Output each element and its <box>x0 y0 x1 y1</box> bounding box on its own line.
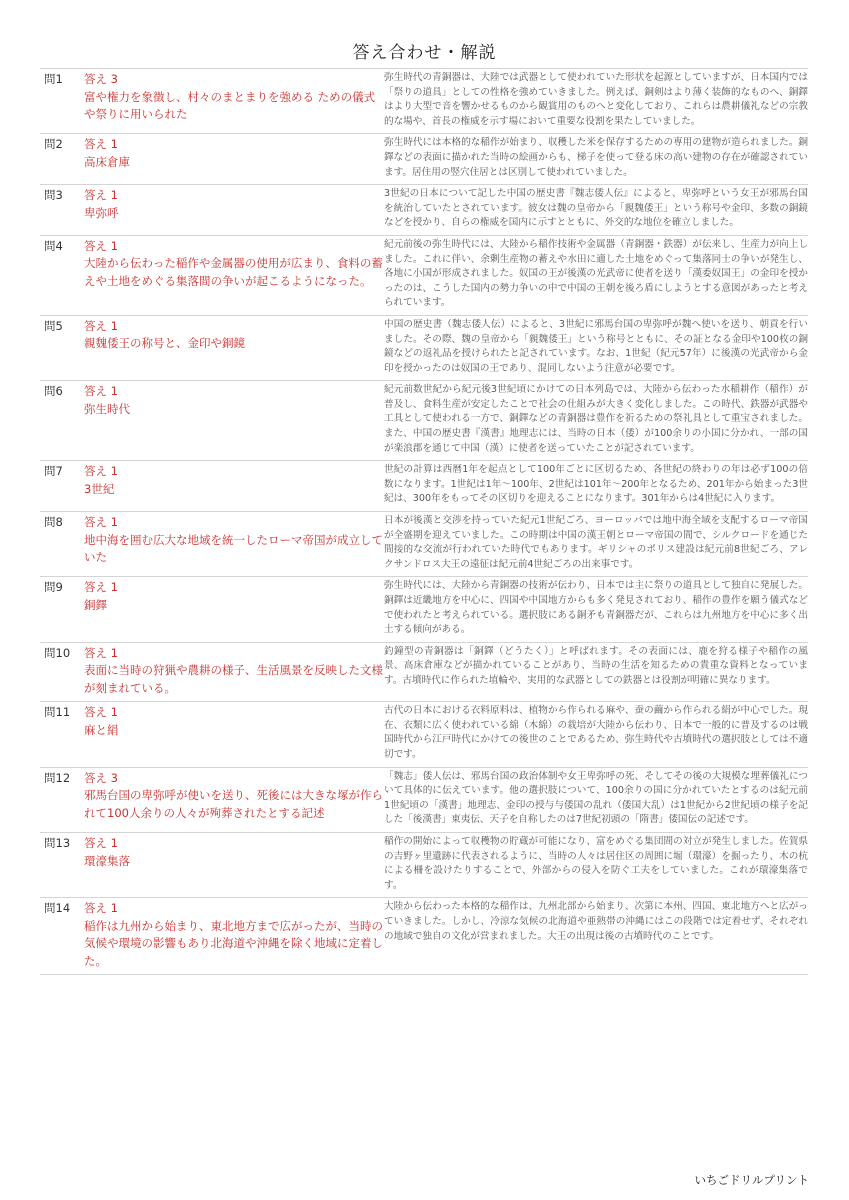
qa-row <box>40 134 808 185</box>
answer-label: 答え 1 <box>84 318 118 333</box>
explanation-text: 弥生時代には、大陸から青銅器の技術が伝わり、日本では主に祭りの道具として独自に発展した。銅鐸は近畿地方を中心に、四国や中国地方からも多く発見されており、稲作の豊作を願う儀式などで使われたと考えられている。選択肢にある銅矛も青銅器だが、これらは九州地方を中心に多く出土する傾向がある。 <box>384 580 808 636</box>
explanation-text: 大陸から伝わった本格的な稲作は、九州北部から始まり、次第に本州、四国、東北地方へと広がっていきました。しかし、冷涼な気候の北海道や亜熱帯の沖縄にはこの段階では定着せず、それぞれの地域で独自の文化が営まれました。大王の出現は後の古墳時代のことです。 <box>384 901 808 942</box>
answer-text: 富や権力を象徴し、村々のまとまりを強める ための儀式や祭りに用いられた <box>84 89 376 121</box>
answer-cell <box>80 461 384 511</box>
explanation-text: 紀元前数世紀から紀元後3世紀頃にかけての日本列島では、大陸から伝わった水稲耕作（稲作）が普及し、食料生産が安定したことで社会の仕組みが大きく変化しました。この時代、鉄器が武器や工具として使われる一方で、銅鐸などの青銅器は豊作を祈るための祭礼具として重宝されました。また、中国の歴史書『漢書』地理志には、当時の日本（倭）が100余りの小国に分かれ、一部の国が楽浪郡を通じて中国（漢）に使者を送っていたことが記されています。 <box>384 384 808 454</box>
qa-row <box>40 643 808 703</box>
qa-row <box>40 461 808 512</box>
answer-text: 環濠集落 <box>84 853 130 868</box>
footer-brand: いちごドリルプリント <box>694 1173 809 1187</box>
qa-row <box>40 185 808 236</box>
question-number: 問12 <box>44 770 71 785</box>
answer-cell <box>80 702 384 766</box>
answer-text: 卑弥呼 <box>84 205 119 220</box>
answer-text: 大陸から伝わった稲作や金属器の使用が広まり、食料の蓄えや土地をめぐる集落間の争いが起こるようになった。 <box>84 256 383 288</box>
question-number: 問6 <box>44 384 63 399</box>
qa-row <box>40 702 808 767</box>
explanation-text: 稲作の開始によって収穫物の貯蔵が可能になり、富をめぐる集団間の対立が発生しました。佐賀県の吉野ヶ里遺跡に代表されるように、当時の人々は居住区の周囲に堀（環濠）を掘ったり、木の杭による柵を設けたりすることで、外部からの侵入を防ぐ工夫をしていました。これが環濠集落です。 <box>384 836 808 891</box>
answer-cell <box>80 768 384 832</box>
answer-label: 答え 1 <box>84 645 118 660</box>
answer-text: 高床倉庫 <box>84 154 130 169</box>
explanation-text: 世紀の計算は西暦1年を起点として100年ごとに区切るため、各世紀の終わりの年は必ず100の倍数になります。1世紀は1年〜100年、2世紀は101年〜200年となるため、201年から始まった3世紀は、300年をもってその区切りを迎えることになります。301年からは4世紀に入ります。 <box>384 464 808 505</box>
question-number: 問14 <box>44 901 71 916</box>
answer-label: 答え 3 <box>84 72 118 86</box>
answer-label: 答え 1 <box>84 464 118 479</box>
qa-row <box>40 833 808 898</box>
explanation-text: 3世紀の日本について記した中国の歴史書『魏志倭人伝』によると、卑弥呼という女王が邪馬台国を統治していたとされています。彼女は魏の皇帝から「親魏倭王」という称号や金印、多数の銅鏡などを授かり、自らの権威を国内に示すとともに、外交的な地位を確立しました。 <box>384 188 808 229</box>
answer-cell <box>80 381 384 460</box>
explanation-text: 中国の歴史書（魏志倭人伝）によると、3世紀に邪馬台国の卑弥呼が魏へ使いを送り、朝貢を行いました。その際、魏の皇帝から「親魏倭王」という称号とともに、その証となる金印や100枚の銅鏡などの返礼品を授けられたと記されています。なお、1世紀（紀元57年）に後漢の光武帝から金印を授かったのは奴国の王であり、混同しないよう注意が必要です。 <box>384 318 808 374</box>
page-title: 答え合わせ・解説 <box>352 43 497 63</box>
question-number: 問4 <box>44 238 63 253</box>
answer-text: 親魏倭王の称号と、金印や銅鏡 <box>84 336 245 351</box>
explanation-text: 「魏志」倭人伝は、邪馬台国の政治体制や女王卑弥呼の死、そしてその後の大規模な埋葬儀礼について具体的に伝えています。他の選択肢について、100余りの国に分かれていたとするのは紀元前1世紀頃の「漢書」地理志、金印の授与与倭国の乱れ（倭国大乱）は1世紀から2世紀頃の様子を記した「後漢書」東夷伝、天子を自称したのは7世紀初頭の「隋書」倭国伝の記述です。 <box>384 770 808 826</box>
question-number: 問8 <box>44 515 63 530</box>
explanation-text: 弥生時代の青銅器は、大陸では武器として使われていた形状を起源としていますが、日本国内では「祭りの道具」としての性格を強めていきました。例えば、銅剣はより薄く装飾的なものへ、銅鐸はより大型で音を響かせるものから観賞用のものへと変化しており、これらは農耕儀礼などの宗教的な場や、首長の権威を示す場において重要な役割を果たしていました。 <box>384 72 808 127</box>
answer-text: 稲作は九州から始まり、東北地方まで広がったが、当時の気候や環境の影響もあり北海道や沖縄を除く地域に定着した。 <box>84 918 383 968</box>
answer-text: 地中海を囲む広大な地域を統一したローマ帝国が成立していた <box>84 532 383 565</box>
qa-row <box>40 577 808 642</box>
answer-label: 答え 1 <box>84 901 118 916</box>
question-number: 問5 <box>44 318 63 333</box>
question-number: 問10 <box>44 645 71 660</box>
answer-cell <box>80 512 384 576</box>
answer-label: 答え 1 <box>84 580 118 595</box>
explanation-text: 日本が後漢と交渉を持っていた紀元1世紀ごろ、ヨーロッパでは地中海全域を支配するローマ帝国が全盛期を迎えていました。この時期は中国の漢王朝とローマ帝国の間で、シルクロードを通じた間接的な交流が行われていた時代でもあります。ギリシャのポリス建設は紀元前8世紀ごろ、アレクサンドロス大王の遠征は紀元前4世紀ごろの出来事です。 <box>384 515 808 570</box>
qa-row <box>40 768 808 833</box>
answer-text: 麻と絹 <box>84 722 119 737</box>
answer-cell <box>80 833 384 897</box>
question-number: 問13 <box>44 836 71 851</box>
explanation-text: 弥生時代には本格的な稲作が始まり、収穫した米を保存するための専用の建物が造られました。銅鐸などの表面に描かれた当時の絵画からも、梯子を使って登る床の高い建物の存在が確認されています。居住用の竪穴住居とは区別して使われていました。 <box>384 137 808 178</box>
answer-cell <box>80 577 384 641</box>
answer-table <box>40 68 808 975</box>
answer-text: 弥生時代 <box>84 401 130 416</box>
explanation-text: 古代の日本における衣料原料は、植物から作られる麻や、蚕の繭から作られる絹が中心でした。現在、衣類に広く使われている綿（木綿）の栽培が大陸から伝わり、日本で一般的に普及するのは戦国時代から江戸時代にかけての後世のことであるため、弥生時代や古墳時代の選択肢としては不適切です。 <box>384 705 808 761</box>
answer-label: 答え 1 <box>84 384 118 399</box>
answer-text: 表面に当時の狩猟や農耕の様子、生活風景を反映した文様が刻まれている。 <box>84 663 383 695</box>
answer-text: 3世紀 <box>84 481 115 496</box>
question-number: 問7 <box>44 464 63 479</box>
answer-label: 答え 1 <box>84 137 118 152</box>
question-number: 問11 <box>44 705 71 720</box>
answer-label: 答え 1 <box>84 705 118 720</box>
answer-cell <box>80 898 384 974</box>
qa-row <box>40 69 808 134</box>
question-number: 問9 <box>44 580 63 595</box>
qa-row <box>40 381 808 461</box>
answer-cell <box>80 316 384 380</box>
answer-cell <box>80 69 384 133</box>
question-number: 問2 <box>44 137 63 152</box>
question-number: 問3 <box>44 188 63 203</box>
answer-cell <box>80 134 384 184</box>
answer-label: 答え 1 <box>84 188 118 203</box>
answer-cell <box>80 643 384 702</box>
qa-row <box>40 236 808 316</box>
qa-row <box>40 898 808 975</box>
qa-row <box>40 512 808 577</box>
answer-label: 答え 1 <box>84 515 118 530</box>
qa-row <box>40 316 808 381</box>
answer-text: 銅鐸 <box>84 597 107 612</box>
answer-cell <box>80 185 384 235</box>
explanation-text: 釣鐘型の青銅器は「銅鐸（どうたく）」と呼ばれます。その表面には、鹿を狩る様子や稲作の風景、高床倉庫などが描かれていることがあり、当時の生活を知るための貴重な資料となっています。古墳時代に作られた埴輪や、実用的な武器としての鉄器とは役割が明確に異なります。 <box>384 645 808 686</box>
question-number: 問1 <box>44 72 63 86</box>
explanation-text: 紀元前後の弥生時代には、大陸から稲作技術や金属器（青銅器・鉄器）が伝来し、生産力が向上しました。これに伴い、余剰生産物の蓄えや水田に適した土地をめぐって集落同士の争いが発生し、各地に小国が形成されました。奴国の王が後漢の光武帝に使者を送り「漢委奴国王」の金印を授かったのは、こうした国内の勢力争いの中で中国の王朝を後ろ盾にしようとする意図があったと考えられています。 <box>384 238 808 309</box>
answer-cell <box>80 236 384 315</box>
answer-label: 答え 3 <box>84 770 118 785</box>
answer-label: 答え 1 <box>84 836 118 851</box>
answer-label: 答え 1 <box>84 238 118 253</box>
answer-text: 邪馬台国の卑弥呼が使いを送り、死後には大きな塚が作られて100人余りの人々が殉葬されたとする記述 <box>84 788 383 820</box>
